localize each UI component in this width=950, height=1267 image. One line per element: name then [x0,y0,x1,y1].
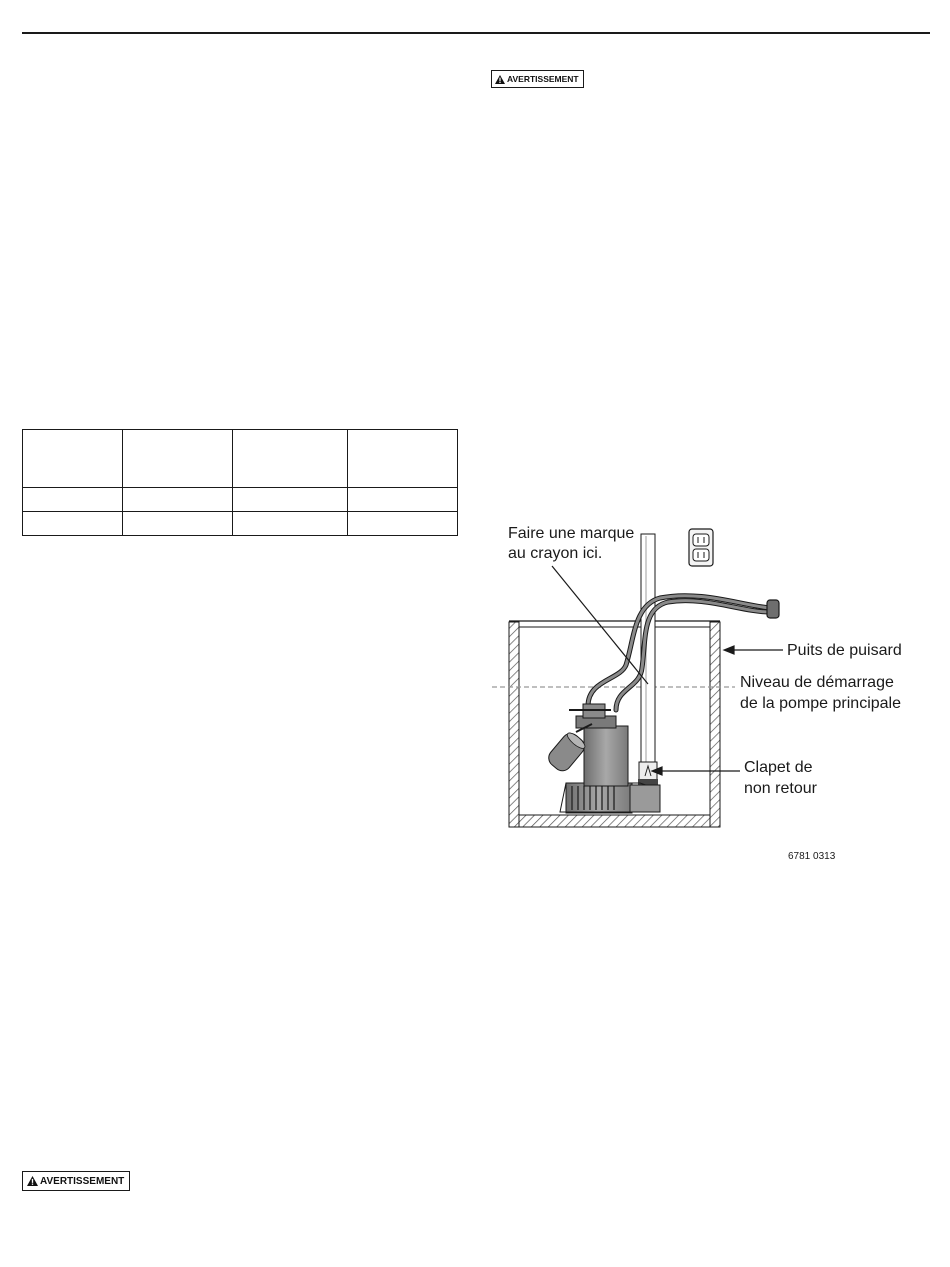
figure-code: 6781 0313 [788,851,836,862]
pencil-mark-label-line2: au crayon ici. [508,545,603,562]
warning-triangle-icon [27,1176,38,1186]
warning-label-top: AVERTISSEMENT [507,74,579,84]
warning-badge-bottom [22,1171,130,1191]
electrical-outlet-icon [689,529,713,566]
pencil-mark-label-line1: Faire une marque [508,525,635,542]
check-valve [638,762,658,785]
start-level-label-line1: Niveau de démarrage [740,674,894,691]
start-level-label-line2: de la pompe principale [740,695,901,712]
check-valve-label-line1: Clapet de [744,759,813,776]
warning-label-bottom: AVERTISSEMENT [40,1175,125,1187]
check-valve-label-line2: non retour [744,780,817,797]
sump-pit-label: Puits de puisard [787,642,902,659]
